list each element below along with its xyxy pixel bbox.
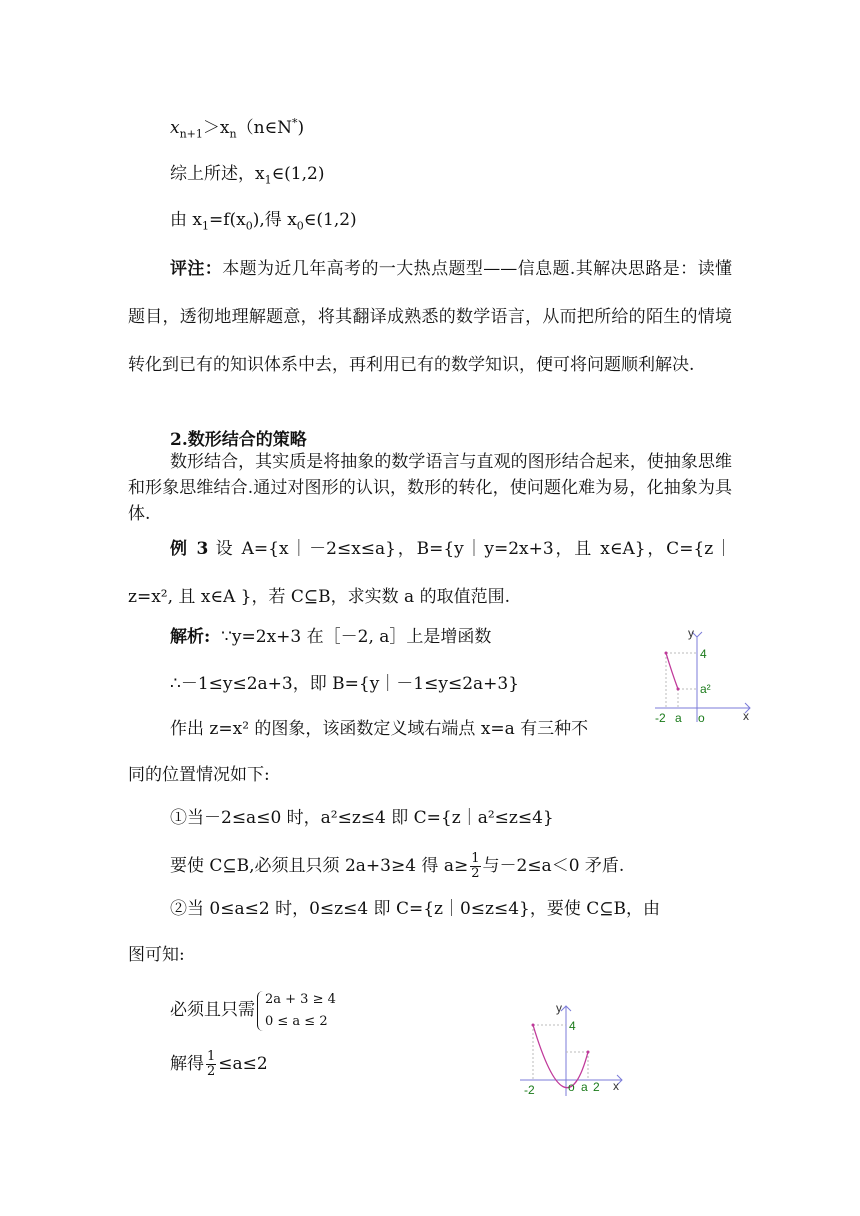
- subscript: n: [229, 127, 237, 141]
- case1-conclusion: [170, 852, 624, 881]
- result-text-post: ≤a≤2: [218, 1054, 268, 1074]
- label-origin: o: [698, 711, 705, 725]
- solution-line-4: 同的位置情况如下:: [128, 765, 270, 785]
- label-4: 4: [700, 647, 707, 661]
- comment-label: 评注：: [170, 259, 223, 279]
- case2-line: ②当 0≤a≤2 时，0≤z≤4 即 C={z｜0≤z≤4}，要使 C⊆B，由: [170, 899, 661, 919]
- x-label: x: [743, 709, 749, 723]
- fraction-numerator: 1: [207, 1049, 216, 1064]
- case1-line: ①当－2≤a≤0 时，a²≤z≤4 即 C={z｜a²≤z≤4}: [170, 808, 554, 828]
- sequence-inequality-line: [170, 117, 304, 139]
- example-line2: z=x², 且 x∈A }，若 C⊆B，求实数 a 的取值范围.: [128, 587, 510, 607]
- text-d: ∈(1,2): [303, 210, 357, 230]
- solution-text-1: ∵y=2x+3 在［－2, a］上是增函数: [221, 627, 492, 647]
- label-a2: a²: [700, 682, 711, 696]
- fraction-numerator: 1: [471, 851, 480, 866]
- subscript: n+1: [179, 127, 203, 141]
- subscript: 1: [264, 173, 272, 187]
- system-row-2: 0 ≤ a ≤ 2: [265, 1013, 328, 1029]
- derivation-line: [170, 209, 357, 231]
- inequality-text: ＞x: [202, 118, 230, 138]
- fraction-denominator: 2: [207, 1064, 216, 1079]
- solution-line-3: 作出 z=x² 的图象，该函数定义域右端点 x=a 有三种不: [170, 719, 589, 739]
- summary-line: [170, 163, 324, 185]
- need-text: 必须且只需: [170, 1000, 255, 1020]
- graph-case2: [518, 998, 628, 1098]
- parabola-curve: [533, 1025, 588, 1088]
- endpoint-dot: [587, 1051, 590, 1054]
- label-neg2: -2: [524, 1083, 535, 1097]
- close-paren: ): [297, 118, 305, 138]
- summary-tail: ∈(1,2): [271, 164, 325, 184]
- x-var: x: [170, 118, 180, 138]
- solution-line-1: [170, 626, 491, 648]
- subscript: 1: [202, 219, 209, 233]
- subscript: 0: [245, 219, 253, 233]
- text-c: ),得 x: [252, 210, 297, 230]
- inequality-system: [255, 989, 336, 1033]
- superscript: *: [292, 116, 298, 130]
- system-row-1: 2a + 3 ≥ 4: [265, 991, 336, 1007]
- solution-label: 解析:: [170, 627, 211, 647]
- y-label: y: [556, 1001, 562, 1015]
- endpoint-dot: [532, 1024, 535, 1027]
- comment-text: 本题为近几年高考的一大热点题型——信息题.其解决思路是：读懂题目，透彻地理解题意，将其翻译成熟悉的数学语言，从而把所给的陌生的情境转化到已有的知识体系中去，再利用已有的数学知识，便可将问题顺利解决.: [128, 259, 732, 375]
- endpoint-dot: [665, 652, 668, 655]
- section-body: 数形结合，其实质是将抽象的数学语言与直观的图形结合起来，使抽象思维和形象思维结合.通过对图形的认识，数形的转化，使问题化难为易，化抽象为具体.: [128, 452, 732, 524]
- endpoint-dot: [677, 688, 680, 691]
- section-heading: 2.数形结合的策略: [170, 430, 307, 450]
- one-half-fraction-2: [206, 1050, 216, 1079]
- label-origin: o: [568, 1080, 575, 1094]
- case2-continuation: 图可知:: [128, 945, 185, 965]
- one-half-fraction: [470, 852, 480, 881]
- example-label: 例 3: [170, 539, 209, 559]
- example-line1: 设 A={x｜－2≤x≤a}，B={y｜y=2x+3，且 x∈A}，C={z｜: [208, 539, 733, 559]
- case1-text-pre: 要使 C⊆B,必须且只须 2a+3≥4 得 a≥: [170, 856, 469, 876]
- label-a: a: [581, 1080, 588, 1094]
- system-line: [170, 987, 336, 1033]
- x-label: x: [613, 1079, 619, 1093]
- text-b: =f(x: [209, 210, 246, 230]
- label-a: a: [675, 711, 682, 725]
- subscript: 0: [296, 219, 304, 233]
- fraction-denominator: 2: [471, 866, 480, 881]
- solution-line-2: ∴－1≤y≤2a+3，即 B={y｜－1≤y≤2a+3}: [170, 674, 520, 694]
- label-4: 4: [569, 1019, 576, 1033]
- graph-case1: [650, 627, 760, 727]
- domain-text: （n∈N: [236, 118, 293, 138]
- case1-text-post: 与－2≤a＜0 矛盾.: [482, 856, 625, 876]
- y-label: y: [688, 627, 694, 640]
- text-a: 由 x: [170, 210, 202, 230]
- label-neg2: -2: [655, 711, 666, 725]
- example-paragraph: [128, 525, 732, 621]
- comment-paragraph: [128, 245, 732, 389]
- label-2: 2: [593, 1080, 600, 1094]
- parabola-segment: [666, 653, 678, 689]
- result-text-pre: 解得: [170, 1054, 204, 1074]
- result-line: [170, 1050, 268, 1079]
- summary-text: 综上所述，x: [170, 164, 265, 184]
